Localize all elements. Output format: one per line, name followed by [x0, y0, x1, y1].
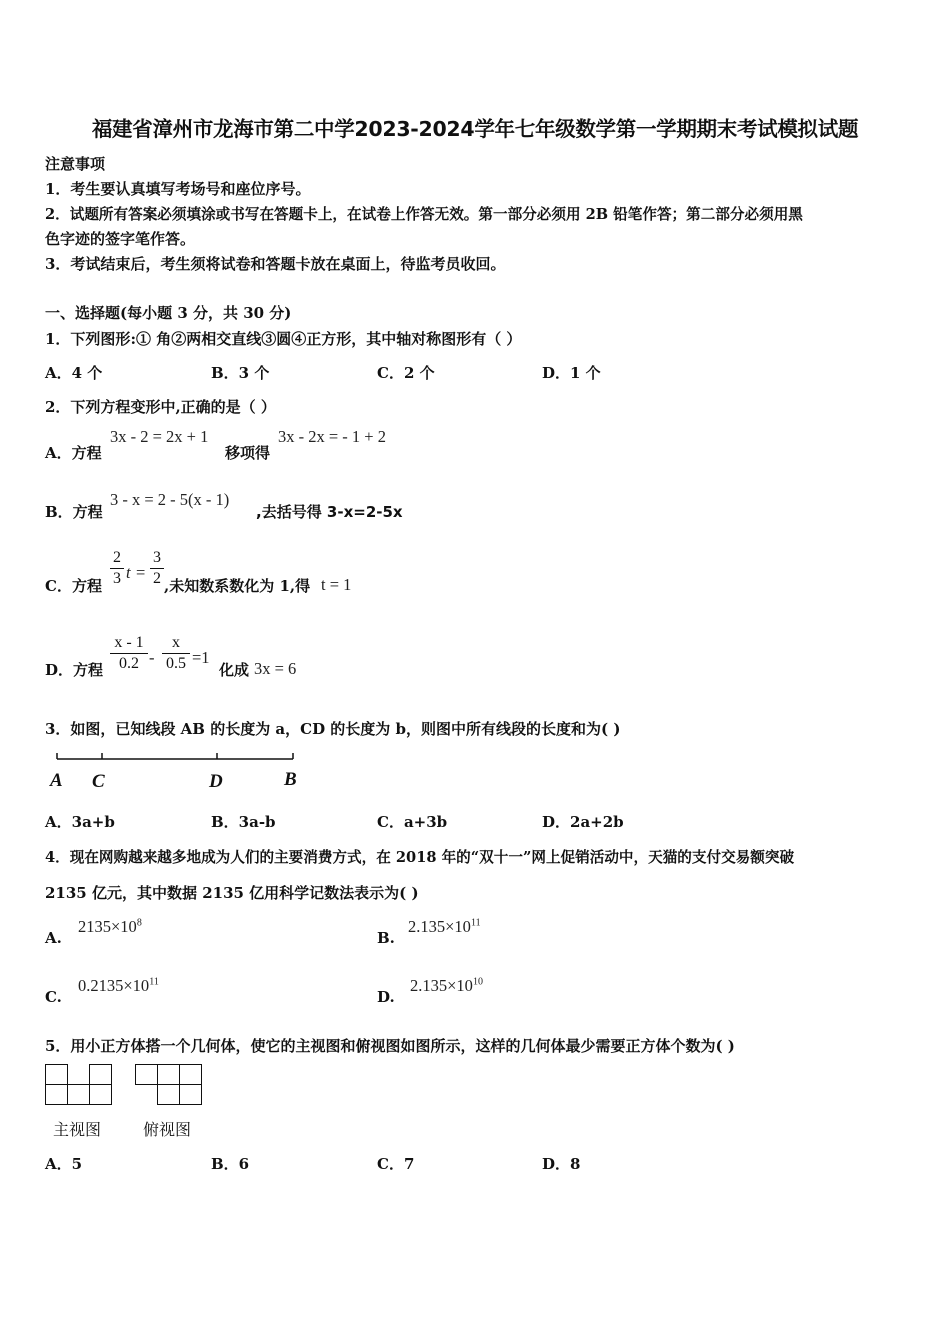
question-3-stem: 3．如图，已知线段 AB 的长度为 a，CD 的长度为 b，则图中所有线段的长度和为( )	[45, 720, 621, 738]
q2-c-fraction-left: 2 3	[110, 549, 124, 588]
q2-a-transform-label: 移项得	[225, 444, 271, 462]
grid-cell	[68, 1065, 90, 1085]
front-view-grid	[45, 1064, 112, 1105]
notice-item: 2．试题所有答案必须填涂或书写在答题卡上，在试卷上作答无效。第一部分必须用 2B 铅笔作答；第二部分必须用黑	[45, 206, 803, 223]
q5-option-c[interactable]: C．7	[377, 1155, 415, 1173]
page-title: 福建省漳州市龙海市第二中学2023-2024学年七年级数学第一学期期末考试模拟试题	[91, 117, 859, 141]
point-a-label: A	[50, 770, 63, 791]
q2-c-variable: t	[126, 563, 131, 582]
q1-option-a[interactable]: A．4 个	[45, 364, 103, 382]
q4-option-a-label[interactable]: A.	[45, 929, 62, 947]
grid-cell	[68, 1085, 90, 1105]
q2-d-fraction-left: x - 1 0.2	[110, 634, 148, 673]
q2-c-fraction-right: 3 2	[150, 549, 164, 588]
q2-d-equals: =1	[192, 648, 210, 667]
point-b-label: B	[284, 769, 297, 790]
question-4-stem-line2: 2135 亿元，其中数据 2135 亿用科学记数法表示为( )	[45, 884, 419, 902]
notice-heading: 注意事项	[45, 155, 106, 173]
q5-option-d[interactable]: D．8	[542, 1155, 581, 1173]
question-4-stem-line1: 4．现在网购越来越多地成为人们的主要消费方式，在 2018 年的“双十一”网上促销活动中，天猫的支付交易额突破	[45, 849, 795, 866]
grid-cell	[90, 1065, 112, 1085]
section-heading: 一、选择题(每小题 3 分，共 30 分)	[45, 304, 292, 322]
notice-item: 3．考试结束后，考生须将试卷和答题卡放在桌面上，待监考员收回。	[45, 255, 506, 273]
front-view-caption: 主视图	[53, 1120, 102, 1139]
q4-option-d-label[interactable]: D.	[377, 988, 395, 1006]
grid-cell	[46, 1065, 68, 1085]
notice-item: 1．考生要认真填写考场号和座位序号。	[45, 180, 311, 198]
q2-c-result: t = 1	[321, 575, 352, 594]
q2-a-equation-result: 3x - 2x = - 1 + 2	[278, 427, 386, 446]
q4-option-d-value: $2.135\times 10^{10}$	[410, 976, 483, 995]
grid-cell	[180, 1065, 202, 1085]
q2-d-result: 3x = 6	[254, 659, 297, 678]
segment-figure	[45, 748, 305, 794]
question-2-stem: 2．下列方程变形中,正确的是（ ）	[45, 398, 276, 416]
q3-option-d[interactable]: D．2a+2b	[542, 813, 624, 831]
q2-d-fraction-right: x 0.5	[162, 634, 190, 673]
q2-a-equation-original: 3x - 2 = 2x + 1	[110, 427, 209, 446]
grid-cell	[90, 1085, 112, 1105]
grid-cell	[158, 1085, 180, 1105]
q2-d-transform-label: 化成	[219, 661, 250, 679]
point-d-label: D	[209, 771, 223, 792]
q4-option-c-label[interactable]: C.	[45, 988, 62, 1006]
q2-c-equals: =	[136, 563, 146, 582]
grid-cell	[136, 1085, 158, 1105]
q2-option-d-label[interactable]: D．方程	[45, 661, 104, 679]
q1-option-b[interactable]: B．3 个	[211, 364, 270, 382]
q3-option-a[interactable]: A．3a+b	[45, 813, 115, 831]
point-c-label: C	[92, 771, 105, 792]
q4-option-a-value: $2135\times 10^8$	[78, 917, 142, 936]
q1-option-c[interactable]: C．2 个	[377, 364, 435, 382]
top-view-caption: 俯视图	[143, 1120, 192, 1139]
question-5-stem: 5．用小正方体搭一个几何体，使它的主视图和俯视图如图所示，这样的几何体最少需要正方体个数为( )	[45, 1037, 735, 1055]
grid-cell	[180, 1085, 202, 1105]
grid-cell	[46, 1085, 68, 1105]
top-view-grid	[135, 1064, 202, 1105]
q2-option-b-label[interactable]: B．方程	[45, 503, 103, 521]
q3-option-c[interactable]: C．a+3b	[377, 813, 448, 831]
grid-cell	[136, 1065, 158, 1085]
grid-cell	[158, 1065, 180, 1085]
q5-option-b[interactable]: B．6	[211, 1155, 250, 1173]
q4-option-c-value: $0.2135\times 10^{11}$	[78, 976, 159, 995]
q2-b-tail: ,去括号得 3-x=2-5x	[256, 503, 403, 521]
q1-option-d[interactable]: D．1 个	[542, 364, 601, 382]
q2-c-tail: ,未知数系数化为 1,得	[164, 577, 311, 595]
question-1-stem: 1．下列图形:① 角②两相交直线③圆④正方形，其中轴对称图形有（ ）	[45, 330, 522, 348]
q3-option-b[interactable]: B．3a-b	[211, 813, 276, 831]
q2-option-c-label[interactable]: C．方程	[45, 577, 102, 595]
q2-option-a-label[interactable]: A．方程	[45, 444, 102, 462]
q5-option-a[interactable]: A．5	[45, 1155, 83, 1173]
q2-b-equation: 3 - x = 2 - 5(x - 1)	[110, 490, 230, 509]
notice-item: 色字迹的签字笔作答。	[45, 230, 196, 248]
q4-option-b-value: $2.135\times 10^{11}$	[408, 917, 481, 936]
q4-option-b-label[interactable]: B.	[377, 929, 395, 947]
q2-d-minus: -	[149, 648, 155, 667]
